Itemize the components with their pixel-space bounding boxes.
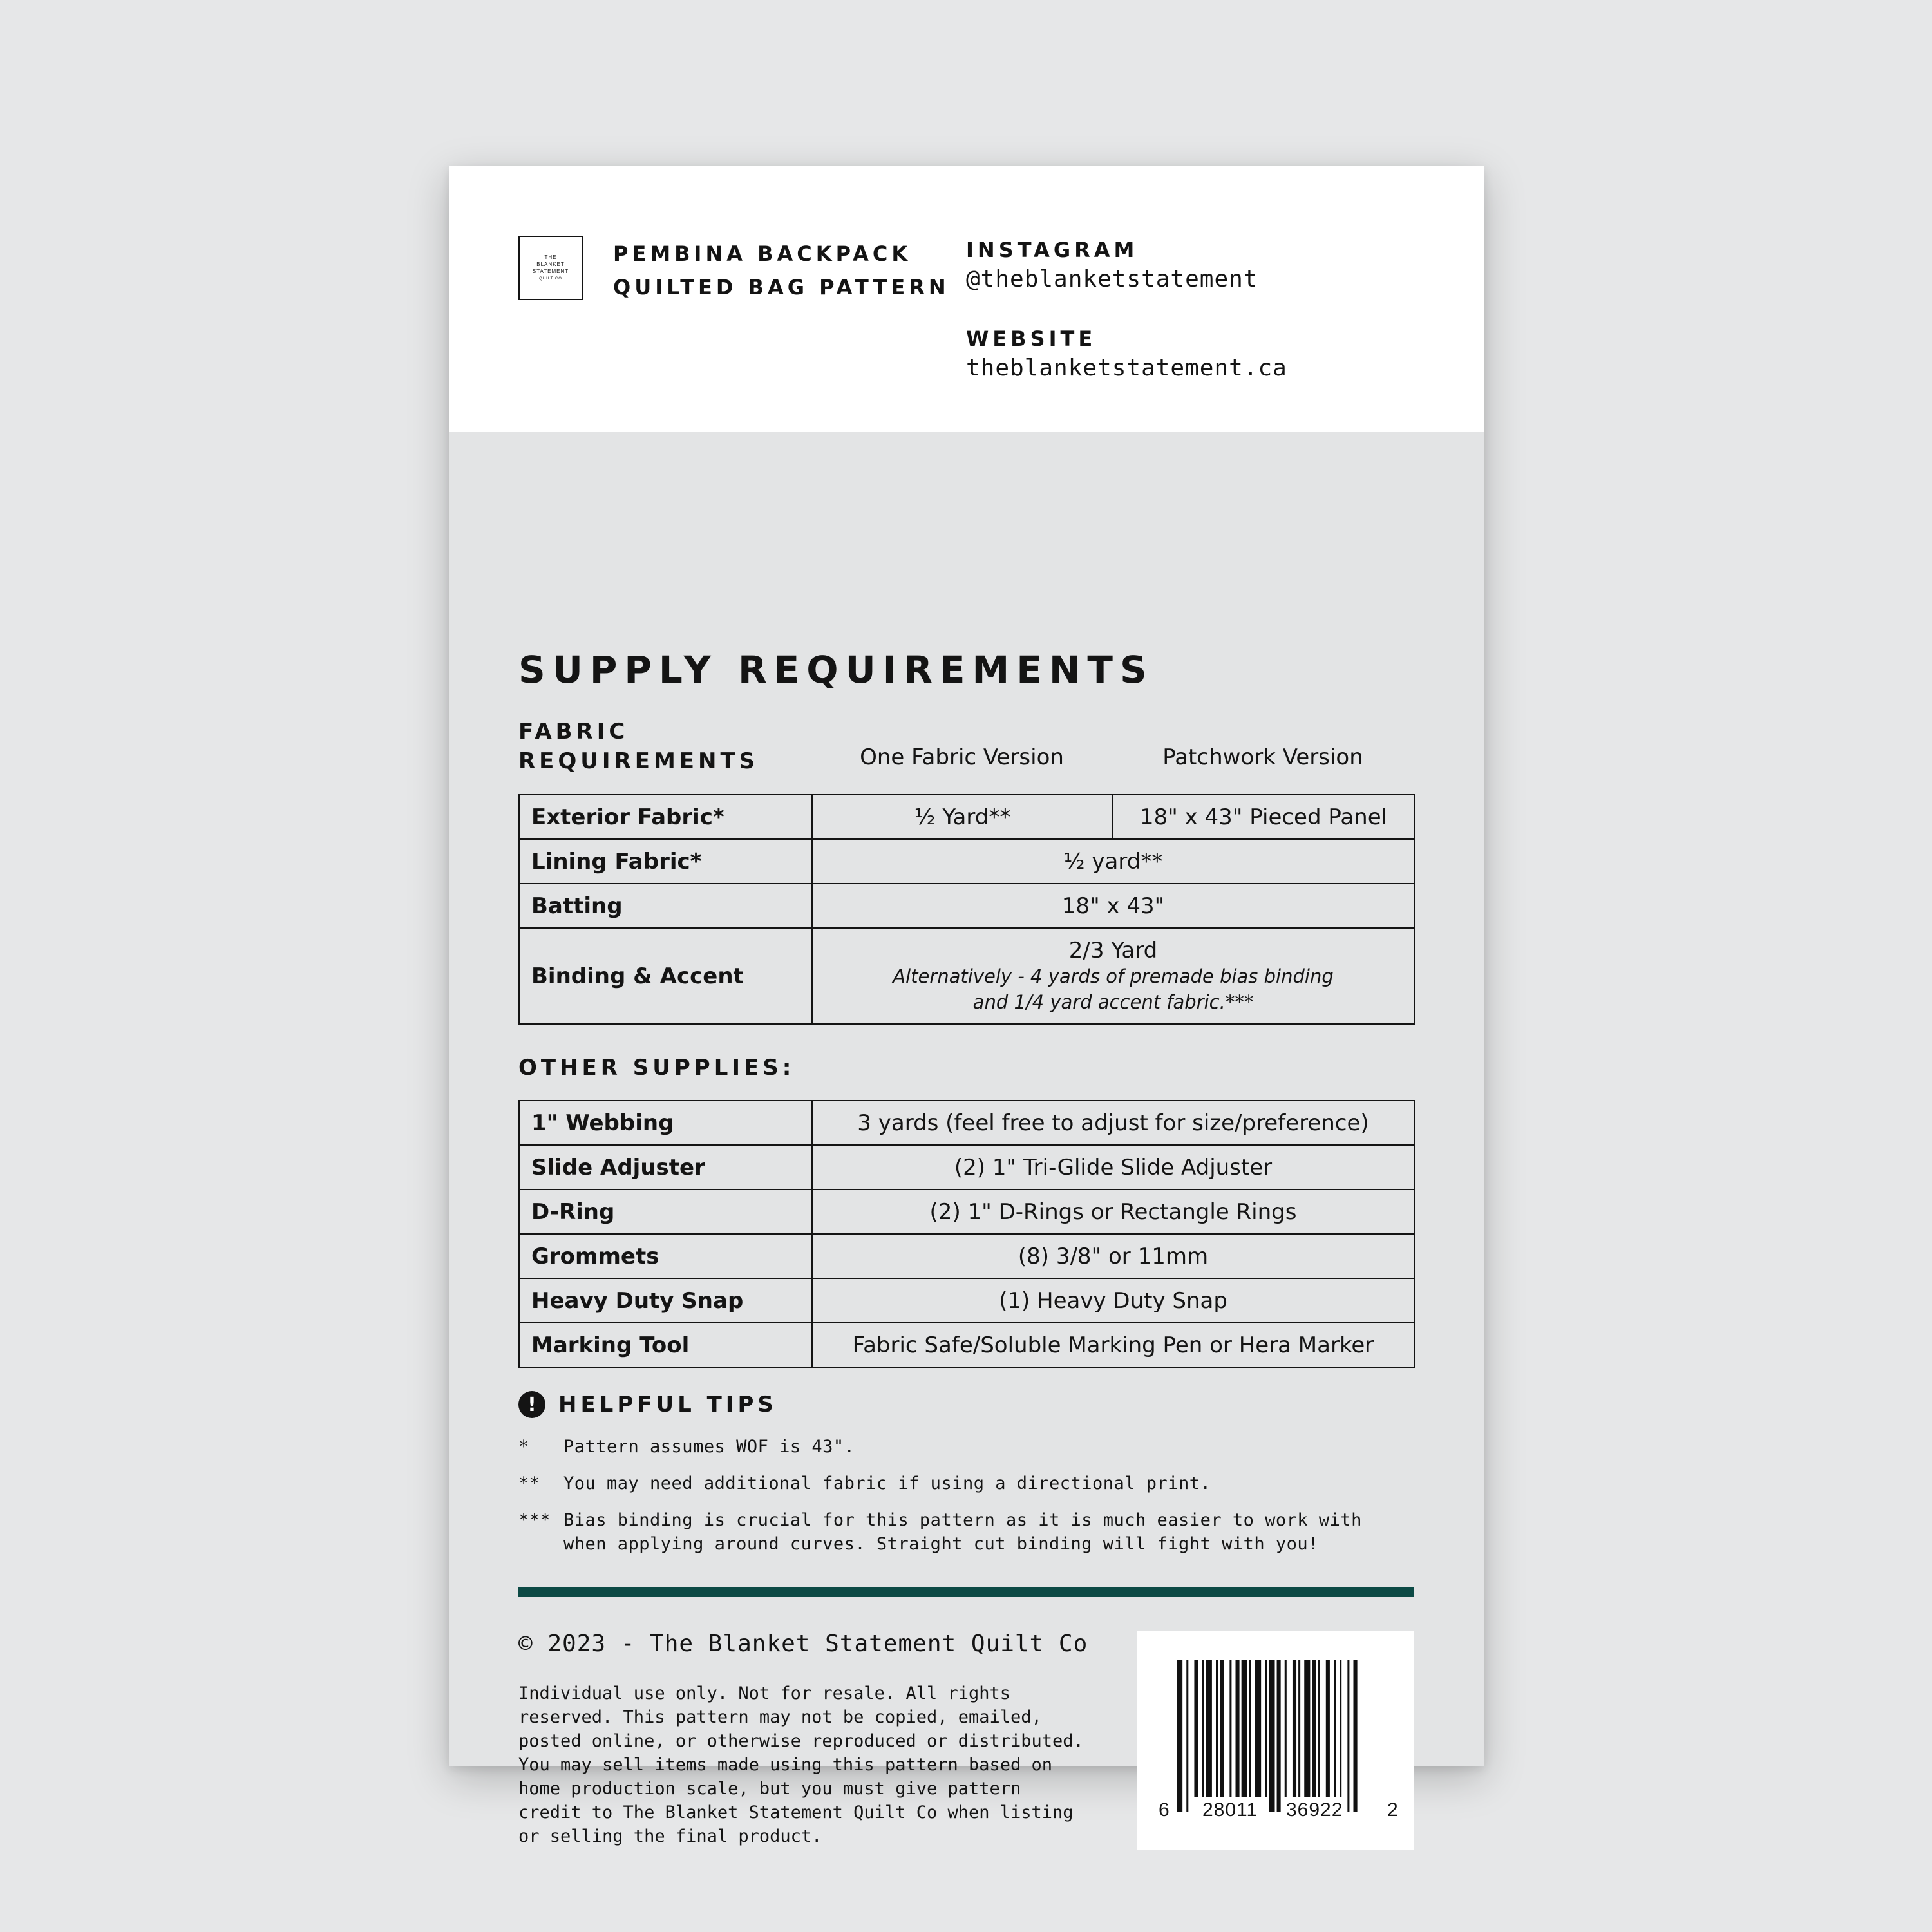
barcode-bar — [1334, 1660, 1336, 1797]
website-url[interactable]: theblanketstatement.ca — [966, 355, 1287, 381]
barcode-bar — [1340, 1660, 1341, 1797]
table-row — [519, 928, 1414, 1024]
table-row — [519, 1145, 1414, 1189]
logo-line: STATEMENT — [532, 269, 569, 274]
barcode-bar — [1326, 1660, 1330, 1797]
instagram-label: INSTAGRAM — [966, 238, 1139, 262]
barcode-bar — [1347, 1660, 1349, 1812]
table-row — [519, 1101, 1414, 1145]
barcode-bar — [1177, 1660, 1182, 1812]
barcode-bar — [1277, 1660, 1281, 1812]
row-label: Batting — [519, 884, 812, 928]
barcode-bar — [1255, 1660, 1261, 1797]
row-value: (2) 1" Tri-Glide Slide Adjuster — [812, 1145, 1414, 1189]
table-row — [519, 884, 1414, 928]
website-label: WEBSITE — [966, 327, 1097, 351]
barcode-bar — [1236, 1660, 1240, 1797]
tip-marker: * — [518, 1437, 529, 1457]
logo-line: THE — [544, 254, 557, 260]
fabric-requirements-label — [518, 717, 759, 776]
barcode-first-digit: 6 — [1159, 1799, 1170, 1821]
logo-line: BLANKET — [536, 261, 565, 267]
helpful-tips — [518, 1390, 1415, 1556]
row-value: 18" x 43" Pieced Panel — [1113, 795, 1414, 839]
tip-marker: ** — [518, 1473, 540, 1493]
fabric-label-line: FABRIC — [518, 719, 629, 744]
barcode-bar — [1318, 1660, 1320, 1797]
tips-list — [518, 1435, 1415, 1556]
table-row — [519, 1278, 1414, 1323]
tip-text: You may need additional fabric if using a directional print. — [564, 1473, 1211, 1493]
other-supplies-table — [518, 1100, 1415, 1368]
tip-text: Bias binding is crucial for this pattern as it is much easier to work with when applying around curves. Straight cut binding will fight with you! — [564, 1510, 1362, 1554]
binding-amount: 2/3 Yard — [1068, 937, 1158, 963]
table-row — [519, 1234, 1414, 1278]
row-value: (1) Heavy Duty Snap — [812, 1278, 1414, 1323]
fabric-label-line: REQUIREMENTS — [518, 748, 759, 774]
table-row — [519, 795, 1414, 839]
tip-text: Pattern assumes WOF is 43". — [564, 1437, 855, 1457]
column-header-one-fabric: One Fabric Version — [860, 744, 1064, 770]
barcode-bar — [1229, 1660, 1231, 1797]
barcode-bar — [1242, 1660, 1247, 1797]
row-value: ½ yard** — [812, 839, 1414, 884]
barcode-bar — [1304, 1660, 1310, 1797]
row-label: 1" Webbing — [519, 1101, 812, 1145]
row-label: Lining Fabric* — [519, 839, 812, 884]
row-label: Exterior Fabric* — [519, 795, 812, 839]
table-row — [519, 1189, 1414, 1234]
barcode-bar — [1265, 1660, 1267, 1797]
row-value: Fabric Safe/Soluble Marking Pen or Hera Marker — [812, 1323, 1414, 1367]
barcode-bar — [1202, 1660, 1204, 1797]
tips-title: HELPFUL TIPS — [558, 1392, 777, 1417]
row-label: Marking Tool — [519, 1323, 812, 1367]
copyright: © 2023 - The Blanket Statement Quilt Co — [518, 1631, 1088, 1657]
binding-note: and 1/4 yard accent fabric.*** — [972, 990, 1254, 1013]
barcode-bar — [1312, 1660, 1316, 1797]
tips-header — [518, 1390, 1415, 1419]
row-label: D-Ring — [519, 1189, 812, 1234]
barcode-bar — [1354, 1660, 1358, 1812]
supply-requirements-title: SUPPLY REQUIREMENTS — [518, 648, 1154, 692]
barcode-bar — [1285, 1660, 1287, 1797]
barcode-bars — [1137, 1631, 1414, 1850]
header — [449, 166, 1484, 432]
legal-notice: Individual use only. Not for resale. All rights reserved. This pattern may not be copied, emailed, posted online, or otherwise reproduced or distributed. You may sell items made using this pattern based on home production scale, but you must give pattern credit to The Blanket Statement Quilt Co when listing or selling the final product. — [518, 1683, 1084, 1846]
table-row — [519, 839, 1414, 884]
barcode-bar — [1194, 1660, 1198, 1797]
barcode-bar — [1298, 1660, 1300, 1797]
row-value: ½ Yard** — [812, 795, 1113, 839]
other-supplies-label: OTHER SUPPLIES: — [518, 1055, 795, 1081]
barcode-bar — [1216, 1660, 1218, 1797]
tip-marker: *** — [518, 1510, 551, 1530]
row-value: 3 yards (feel free to adjust for size/preference) — [812, 1101, 1414, 1145]
barcode-bar — [1269, 1660, 1274, 1812]
row-label: Binding & Accent — [519, 928, 812, 1024]
pattern-title — [613, 237, 950, 304]
divider-rule — [518, 1587, 1414, 1597]
table-row — [519, 1323, 1414, 1367]
logo-line: QUILT CO — [539, 277, 562, 281]
exclamation-circle-icon: ! — [518, 1391, 545, 1418]
row-label: Heavy Duty Snap — [519, 1278, 812, 1323]
pattern-back-cover — [449, 166, 1484, 1846]
row-label: Slide Adjuster — [519, 1145, 812, 1189]
column-header-patchwork: Patchwork Version — [1162, 744, 1363, 770]
social-links — [966, 236, 1287, 384]
barcode-bar — [1206, 1660, 1212, 1797]
instagram-handle[interactable]: @theblanketstatement — [966, 266, 1258, 292]
pattern-name: PEMBINA BACKPACK — [613, 242, 912, 266]
barcode — [1137, 1631, 1414, 1850]
barcode-right-group: 36922 — [1286, 1799, 1343, 1821]
barcode-bar — [1186, 1660, 1188, 1812]
barcode-bar — [1249, 1660, 1251, 1797]
barcode-left-group: 28011 — [1202, 1799, 1258, 1821]
barcode-bar — [1220, 1660, 1224, 1797]
row-value: (2) 1" D-Rings or Rectangle Rings — [812, 1189, 1414, 1234]
row-label: Grommets — [519, 1234, 812, 1278]
barcode-bar — [1293, 1660, 1296, 1797]
row-value: (8) 3/8" or 11mm — [812, 1234, 1414, 1278]
list-item — [518, 1472, 1415, 1495]
binding-note: Alternatively - 4 yards of premade bias binding — [893, 965, 1334, 987]
list-item — [518, 1508, 1415, 1556]
fabric-requirements-table — [518, 794, 1415, 1025]
brand-logo — [518, 236, 583, 300]
list-item — [518, 1435, 1415, 1459]
row-value: 18" x 43" — [812, 884, 1414, 928]
barcode-last-digit: 2 — [1387, 1799, 1399, 1821]
row-value — [812, 928, 1414, 1024]
pattern-type: QUILTED BAG PATTERN — [613, 275, 950, 299]
